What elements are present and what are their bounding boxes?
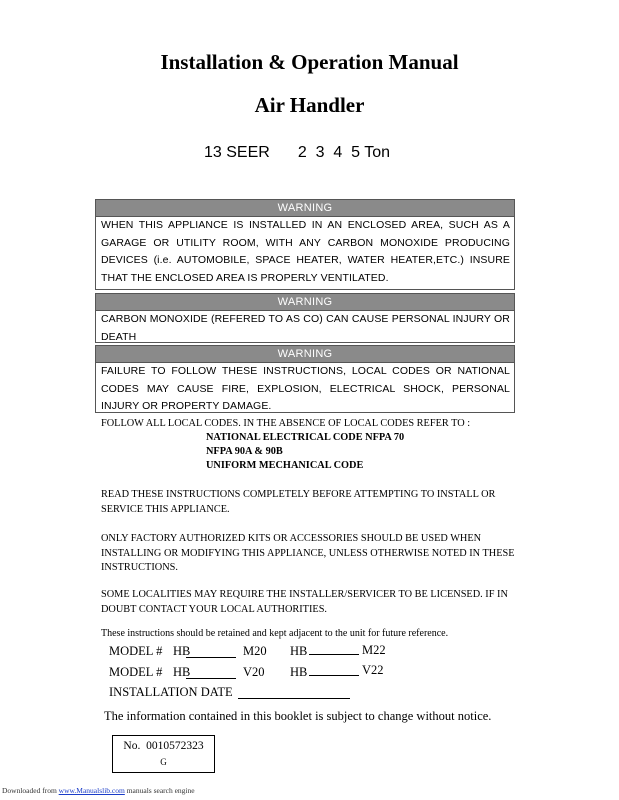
- warning-text: WHEN THIS APPLIANCE IS INSTALLED IN AN ENCLOSED AREA, SUCH AS A GARAGE OR UTILITY ROOM, WITH ANY CARBON MONOXIDE PRODUCING DEVICES (i.e. AUTOMOBILE, SPACE HEATER, WATER HEATER,ETC.) INSURE THAT THE ENCLOSED AREA IS PROPERLY VENTILATED.: [96, 216, 514, 287]
- code-item: NATIONAL ELECTRICAL CODE NFPA 70: [206, 432, 405, 443]
- product-spec: [204, 144, 390, 162]
- seer-rating: 13 SEER: [204, 144, 270, 161]
- warning-heading: WARNING: [96, 294, 514, 310]
- warning-text: CARBON MONOXIDE (REFERED TO AS CO) CAN CAUSE PERSONAL INJURY OR DEATH: [96, 310, 514, 346]
- document-title: Installation & Operation Manual: [160, 50, 459, 74]
- model-suffix: M20: [243, 644, 267, 658]
- code-item: NFPA 90A & 90B: [206, 446, 283, 457]
- code-item: UNIFORM MECHANICAL CODE: [206, 460, 364, 471]
- model-prefix: HB: [290, 644, 308, 658]
- model-label: MODEL #: [109, 644, 163, 658]
- download-suffix: manuals search engine: [124, 786, 195, 795]
- model-prefix: HB: [290, 665, 308, 679]
- document-number: No. 0010572323: [123, 740, 204, 752]
- license-paragraph: SOME LOCALITIES MAY REQUIRE THE INSTALLER/SERVICER TO BE LICENSED. IF IN DOUBT CONTACT YOUR LOCAL AUTHORITIES.: [101, 589, 508, 615]
- manualslib-link[interactable]: www.Manualslib.com: [58, 786, 125, 795]
- warning-box-carbon-monoxide: [95, 293, 515, 343]
- warning-box-enclosed-area: [95, 199, 515, 290]
- model-label: MODEL #: [109, 665, 163, 679]
- model-suffix: M22: [362, 643, 386, 657]
- model-number-field[interactable]: [186, 678, 236, 679]
- document-number-box: [112, 735, 215, 773]
- download-prefix: Downloaded from: [2, 786, 59, 795]
- model-suffix: V22: [362, 663, 384, 677]
- read-instructions-paragraph: READ THESE INSTRUCTIONS COMPLETELY BEFORE ATTEMPTING TO INSTALL OR SERVICE THIS APPLIANCE.: [101, 489, 496, 515]
- document-revision: G: [160, 757, 167, 767]
- ton-sizes: 2 3 4 5 Ton: [297, 144, 391, 161]
- product-name: Air Handler: [254, 93, 365, 117]
- installation-date-field[interactable]: [238, 698, 350, 699]
- model-number-field[interactable]: [309, 654, 359, 655]
- download-source-line: [2, 786, 195, 795]
- warning-heading: WARNING: [96, 200, 514, 216]
- model-suffix: V20: [243, 665, 265, 679]
- retain-instructions-note: These instructions should be retained and kept adjacent to the unit for future reference.: [101, 628, 449, 639]
- installation-date-label: INSTALLATION DATE: [109, 685, 233, 699]
- model-prefix: HB: [173, 644, 191, 658]
- model-number-field[interactable]: [309, 675, 359, 676]
- codes-intro: FOLLOW ALL LOCAL CODES. IN THE ABSENCE OF LOCAL CODES REFER TO :: [101, 418, 471, 429]
- model-prefix: HB: [173, 665, 191, 679]
- warning-text: FAILURE TO FOLLOW THESE INSTRUCTIONS, LOCAL CODES OR NATIONAL CODES MAY CAUSE FIRE, EXPLOSION, ELECTRICAL SHOCK, PERSONAL INJURY OR PROPERTY DAMAGE.: [96, 362, 514, 416]
- warning-box-codes: [95, 345, 515, 413]
- warning-heading: WARNING: [96, 346, 514, 362]
- model-number-field[interactable]: [186, 657, 236, 658]
- change-notice: The information contained in this booklet is subject to change without notice.: [104, 709, 492, 723]
- factory-kits-paragraph: ONLY FACTORY AUTHORIZED KITS OR ACCESSORIES SHOULD BE USED WHEN INSTALLING OR MODIFYING THIS APPLIANCE, UNLESS OTHERWISE NOTED IN THESE INSTRUCTIONS.: [101, 533, 515, 573]
